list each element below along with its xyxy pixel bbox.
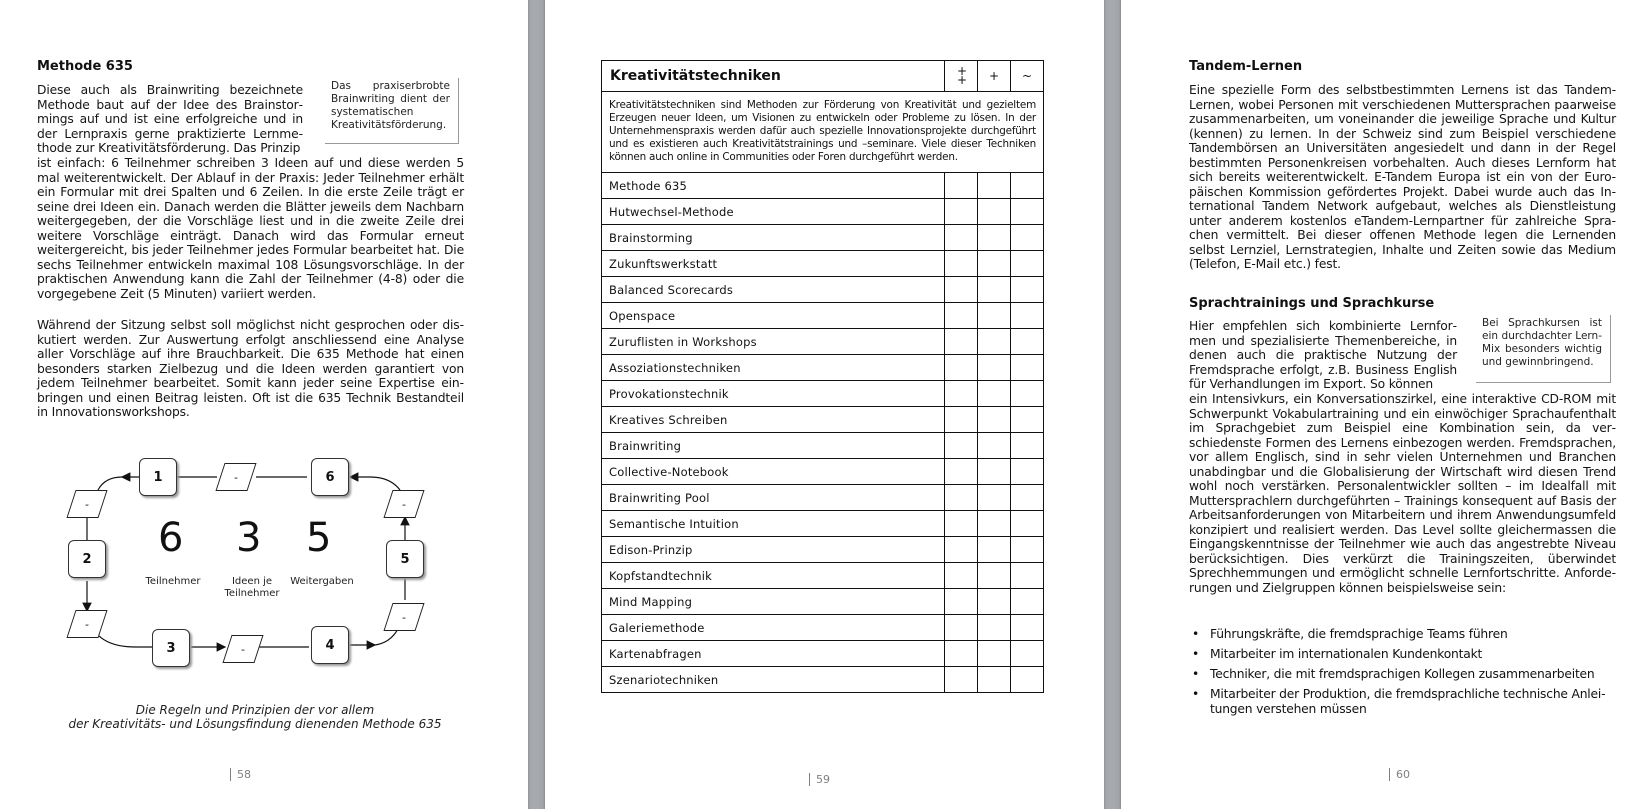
rating-good-cell[interactable] xyxy=(978,407,1011,433)
rating-very-good-cell[interactable] xyxy=(945,251,978,277)
rating-neutral-cell[interactable] xyxy=(1011,641,1044,667)
technique-name: Kreatives Schreiben xyxy=(602,407,945,433)
participant-node-1: 1 xyxy=(139,458,177,496)
target-groups-list xyxy=(1192,627,1630,722)
rating-good-cell[interactable] xyxy=(978,485,1011,511)
column-header-neutral: ~ xyxy=(1011,61,1044,92)
paragraph-session-text: Während der Sitzung selbst soll möglichst nicht gesprochen oder diskutiert werden. Zur Auswertung erfolgt anschliessend eine Analyse aller Vorschläge auf ihre Brauchbarkeit. Die 635 Methode hat einen besonders starken Zielbezug und die Ideen werden garantiert von jedem Teilnehmer bearbeitet. Somit kann jeder seine Expertise einbringen und einen Beitrag leisten. Oft ist die 635 Technik Bestandteil in Innovationsworkshops. xyxy=(37,318,464,419)
list-item: • Mitarbeiter der Produktion, die fremdsprachliche technische Anleitungen verstehen müssen xyxy=(1192,687,1630,716)
column-header-good: + xyxy=(978,61,1011,92)
paragraph-language-intro xyxy=(1189,319,1457,392)
rating-neutral-cell[interactable] xyxy=(1011,407,1044,433)
big-number-participants: 6 xyxy=(158,515,184,561)
sheet-shape-top: - xyxy=(220,463,252,491)
rating-very-good-cell[interactable] xyxy=(945,563,978,589)
table-row xyxy=(602,277,1044,303)
rating-good-cell[interactable] xyxy=(978,199,1011,225)
rating-very-good-cell[interactable] xyxy=(945,615,978,641)
technique-name: Semantische Intuition xyxy=(602,511,945,537)
participant-node-3: 3 xyxy=(152,629,190,667)
list-item: • Führungskräfte, die fremdsprachige Teams führen xyxy=(1192,627,1630,642)
rating-neutral-cell[interactable] xyxy=(1011,173,1044,199)
technique-name: Methode 635 xyxy=(602,173,945,199)
rating-neutral-cell[interactable] xyxy=(1011,225,1044,251)
table-description: Kreativitätstechniken sind Methoden zur Förderung von Kreativität und gezieltem Erzeugen neuer Ideen, um Visionen zu entwickeln oder Probleme zu lösen. In der Unternehmenspraxis werden dafür auch spezielle Innovationsprojekte durchgeführt und es existieren auch Kreativitätstrainings und –seminare. Viele dieser Techniken können auch online in Communities oder Foren durchgeführt werden. xyxy=(602,92,1044,173)
heading-methode-635: Methode 635 xyxy=(37,59,133,74)
technique-name: Edison-Prinzip xyxy=(602,537,945,563)
paragraph-language-intro-text: Hier empfehlen sich kombinierte Lernformen und spezialisierte Themenbereiche, in denen auch die praktische Nutzung der Fremdsprache erfolgt, z.B. Business English für Verhandlungen im Export. So können xyxy=(1189,319,1457,391)
technique-name: Openspace xyxy=(602,303,945,329)
rating-neutral-cell[interactable] xyxy=(1011,537,1044,563)
heading-tandem-lernen: Tandem-Lernen xyxy=(1189,59,1303,74)
rating-very-good-cell[interactable] xyxy=(945,173,978,199)
rating-neutral-cell[interactable] xyxy=(1011,589,1044,615)
rating-very-good-cell[interactable] xyxy=(945,355,978,381)
rating-neutral-cell[interactable] xyxy=(1011,563,1044,589)
rating-very-good-cell[interactable] xyxy=(945,433,978,459)
sheet-shape-right-top: - xyxy=(388,490,420,518)
table-row xyxy=(602,173,1044,199)
table-row xyxy=(602,199,1044,225)
participant-node-6: 6 xyxy=(311,458,349,496)
table-row xyxy=(602,251,1044,277)
paragraph-intro-text: Diese auch als Brainwriting bezeichnete Methode baut auf der Idee des Brainstormings auf und ist eine erfolgreiche und in der Lernpraxis gerne praktizierte Lernmethode zur Kreativitätsförderung. Das Prinzip xyxy=(37,83,303,155)
rating-neutral-cell[interactable] xyxy=(1011,329,1044,355)
rating-neutral-cell[interactable] xyxy=(1011,615,1044,641)
technique-name: Brainstorming xyxy=(602,225,945,251)
technique-name: Brainwriting Pool xyxy=(602,485,945,511)
rating-good-cell[interactable] xyxy=(978,329,1011,355)
technique-name: Assoziationstechniken xyxy=(602,355,945,381)
caption-line-2: der Kreativitäts- und Lösungsfindung dienenden Methode 635 xyxy=(68,717,442,731)
rating-good-cell[interactable] xyxy=(978,303,1011,329)
rating-very-good-cell[interactable] xyxy=(945,667,978,693)
rating-neutral-cell[interactable] xyxy=(1011,277,1044,303)
rating-good-cell[interactable] xyxy=(978,381,1011,407)
rating-good-cell[interactable] xyxy=(978,277,1011,303)
big-number-ideas: 3 xyxy=(236,515,262,561)
rating-very-good-cell[interactable] xyxy=(945,199,978,225)
rating-good-cell[interactable] xyxy=(978,251,1011,277)
rating-good-cell[interactable] xyxy=(978,173,1011,199)
rating-good-cell[interactable] xyxy=(978,641,1011,667)
table-row xyxy=(602,355,1044,381)
table-description-row xyxy=(602,92,1044,173)
page-number-60: 60 xyxy=(1389,768,1410,781)
rating-good-cell[interactable] xyxy=(978,355,1011,381)
sidenote-brainwriting: Das praxiserbrobte Brainwriting dient der systematischen Kreativitätsförderung. xyxy=(325,78,459,144)
rating-good-cell[interactable] xyxy=(978,563,1011,589)
technique-name: Mind Mapping xyxy=(602,589,945,615)
rating-very-good-cell[interactable] xyxy=(945,511,978,537)
rating-neutral-cell[interactable] xyxy=(1011,355,1044,381)
paragraph-language-text: ein Intensivkurs, ein Konversationszirkel, eine interaktive CD-ROM mit Schwerpunkt Vokabulartraining und ein einwöchiger Sprachaufenthalt im Sprachgebiet zum Beispiel eine Kombination sein, da verschiedenste Formen des Lernens einbezogen werden. Fremdsprachen, vor allem Englisch, sind in sehr vielen Unternehmen und Branchen unabdingbar und die Globalisierung der Wirtschaft wird diesen Trend wohl noch verstärken. Personalentwickler sollten – im Idealfall mit Muttersprachlern durchgeführten – Trainings konsequent auf Basis der Arbeitsanforderungen von Mitarbeitern und ihrem Anwendungsumfeld konzipiert und realisiert werden. Das Level sollte gleichermassen die Eingangskenntnisse der Teilnehmer wie auch das angestrebte Niveau berücksichtigen. Dies verkürzt die Trainingszeiten, überwindet Sprechhemmungen und ermöglicht schnelle Lernfortschritte. Anforderungen und Zielgruppen können beispielsweise sein: xyxy=(1189,392,1616,595)
technique-name: Kopfstandtechnik xyxy=(602,563,945,589)
table-row xyxy=(602,407,1044,433)
table-row xyxy=(602,485,1044,511)
page-separator-1 xyxy=(528,0,545,809)
label-passes: Weitergaben xyxy=(290,576,354,587)
table-row xyxy=(602,225,1044,251)
table-row xyxy=(602,537,1044,563)
rating-good-cell[interactable] xyxy=(978,667,1011,693)
rating-neutral-cell[interactable] xyxy=(1011,511,1044,537)
diagram-caption xyxy=(40,703,470,731)
page-number-59: 59 xyxy=(809,773,830,786)
technique-name: Collective-Notebook xyxy=(602,459,945,485)
rating-good-cell[interactable] xyxy=(978,537,1011,563)
column-header-very-good-label: ++ xyxy=(957,64,968,87)
paragraph-tandem-text: Eine spezielle Form des selbstbestimmten Lernens ist das Tandem-Lernen, wobei Personen mit verschiedenen Muttersprachen paarweise zusammenarbeiten, um voneinander die jeweilige Sprache und Kultur (kennen) zu lernen. In der Schweiz sind zum Beispiel verschiedene Tandembörsen an Universitäten angesiedelt und dann in der Regel bestimmten Personenkreisen vorbehalten. Auch dieses Lernform hat sich bereits weiterentwickelt. E-Tandem Europa ist ein von der Europäischen Kommission gefördertes Projekt. Dabei wurde auch das International Tandem Network aufgebaut, welches als Dienstleistung unter anderem kostenlos eTandem-Lernpartner für zahlreiche Sprachen vermittelt. Bei dieser offenen Methode legen die Lernenden selbst Lernziel, Lernstrategien, Inhalte und Zeiten sowie das Medium (Telefon, E-Mail etc.) fest. xyxy=(1189,83,1616,271)
sheet-shape-right-bottom: - xyxy=(388,603,420,631)
rating-neutral-cell[interactable] xyxy=(1011,251,1044,277)
rating-neutral-cell[interactable] xyxy=(1011,381,1044,407)
technique-name: Kartenabfragen xyxy=(602,641,945,667)
rating-good-cell[interactable] xyxy=(978,459,1011,485)
rating-very-good-cell[interactable] xyxy=(945,329,978,355)
column-header-very-good xyxy=(945,61,978,92)
rating-very-good-cell[interactable] xyxy=(945,225,978,251)
big-number-passes: 5 xyxy=(306,515,332,561)
caption-line-1: Die Regeln und Prinzipien der vor allem xyxy=(135,703,375,717)
method-635-diagram xyxy=(60,445,430,685)
table-row xyxy=(602,433,1044,459)
list-item: • Techniker, die mit fremdsprachigen Kollegen zusammenarbeiten xyxy=(1192,667,1630,682)
technique-name: Hutwechsel-Methode xyxy=(602,199,945,225)
sheet-shape-left-top: - xyxy=(71,490,103,518)
paragraph-procedure-text: ist einfach: 6 Teilnehmer schreiben 3 Ideen auf und diese werden 5 mal weiterentwickelt. Der Ablauf in der Praxis: Jeder Teilnehmer erhält ein Formular mit drei Spalten und 6 Zeilen. In die erste Zeile trägt er seine drei Ideen ein. Danach werden die Blätter jeweils dem Nachbarn weitergegeben, der die Vorschläge liest und in die zweite Zeile drei weitere Vorschläge einträgt. Danach wird das Formular erneut weitergereicht, bis jeder Teilnehmer jedes Formular bearbeitet hat. Die sechs Teilnehmer entwickeln maximal 108 Lösungsvorschläge. In der praktischen Anwendung kann die Zahl der Teilnehmer (4-8) oder die vorgegebene Zeit (5 Minuten) variiert werden. xyxy=(37,156,464,301)
rating-good-cell[interactable] xyxy=(978,589,1011,615)
table-header-row xyxy=(602,61,1044,92)
rating-very-good-cell[interactable] xyxy=(945,277,978,303)
rating-very-good-cell[interactable] xyxy=(945,485,978,511)
technique-name: Zukunftswerkstatt xyxy=(602,251,945,277)
table-row xyxy=(602,381,1044,407)
table-row xyxy=(602,511,1044,537)
table-row xyxy=(602,329,1044,355)
participant-node-5: 5 xyxy=(386,540,424,578)
rating-neutral-cell[interactable] xyxy=(1011,199,1044,225)
rating-neutral-cell[interactable] xyxy=(1011,303,1044,329)
table-row xyxy=(602,615,1044,641)
table-row xyxy=(602,641,1044,667)
rating-good-cell[interactable] xyxy=(978,511,1011,537)
list-item: • Mitarbeiter im internationalen Kundenkontakt xyxy=(1192,647,1630,662)
paragraph-language xyxy=(1189,392,1616,595)
paragraph-tandem xyxy=(1189,83,1616,272)
label-ideas: Ideen je Teilnehmer xyxy=(224,576,280,599)
rating-neutral-cell[interactable] xyxy=(1011,485,1044,511)
rating-good-cell[interactable] xyxy=(978,433,1011,459)
page-separator-2 xyxy=(1104,0,1121,809)
sheet-shape-left-bottom: - xyxy=(71,610,103,638)
rating-very-good-cell[interactable] xyxy=(945,641,978,667)
page-number-58: 58 xyxy=(230,768,251,781)
paragraph-intro xyxy=(37,83,303,156)
rating-good-cell[interactable] xyxy=(978,225,1011,251)
table-row xyxy=(602,563,1044,589)
rating-very-good-cell[interactable] xyxy=(945,537,978,563)
sheet-shape-bottom: - xyxy=(227,635,259,663)
paragraph-procedure xyxy=(37,156,464,301)
participant-node-4: 4 xyxy=(311,626,349,664)
technique-name: Zuruflisten in Workshops xyxy=(602,329,945,355)
table-title: Kreativitätstechniken xyxy=(602,61,945,92)
rating-very-good-cell[interactable] xyxy=(945,589,978,615)
rating-very-good-cell[interactable] xyxy=(945,407,978,433)
table-row xyxy=(602,589,1044,615)
participant-node-2: 2 xyxy=(68,540,106,578)
page-58 xyxy=(0,0,528,809)
table-row xyxy=(602,303,1044,329)
rating-very-good-cell[interactable] xyxy=(945,459,978,485)
rating-neutral-cell[interactable] xyxy=(1011,667,1044,693)
heading-sprachtrainings: Sprachtrainings und Sprachkurse xyxy=(1189,296,1435,311)
technique-name: Balanced Scorecards xyxy=(602,277,945,303)
label-participants: Teilnehmer xyxy=(145,576,201,587)
technique-name: Galeriemethode xyxy=(602,615,945,641)
rating-very-good-cell[interactable] xyxy=(945,381,978,407)
rating-good-cell[interactable] xyxy=(978,615,1011,641)
rating-neutral-cell[interactable] xyxy=(1011,433,1044,459)
technique-name: Brainwriting xyxy=(602,433,945,459)
creativity-techniques-table xyxy=(601,60,1044,693)
rating-neutral-cell[interactable] xyxy=(1011,459,1044,485)
table-row xyxy=(602,667,1044,693)
paragraph-session xyxy=(37,318,464,420)
sidenote-sprachkurse: Bei Sprachkursen ist ein durchdachter Lern-Mix besonders wichtig und gewinnbringend. xyxy=(1476,315,1611,383)
technique-name: Szenariotechniken xyxy=(602,667,945,693)
technique-name: Provokationstechnik xyxy=(602,381,945,407)
table-row xyxy=(602,459,1044,485)
rating-very-good-cell[interactable] xyxy=(945,303,978,329)
